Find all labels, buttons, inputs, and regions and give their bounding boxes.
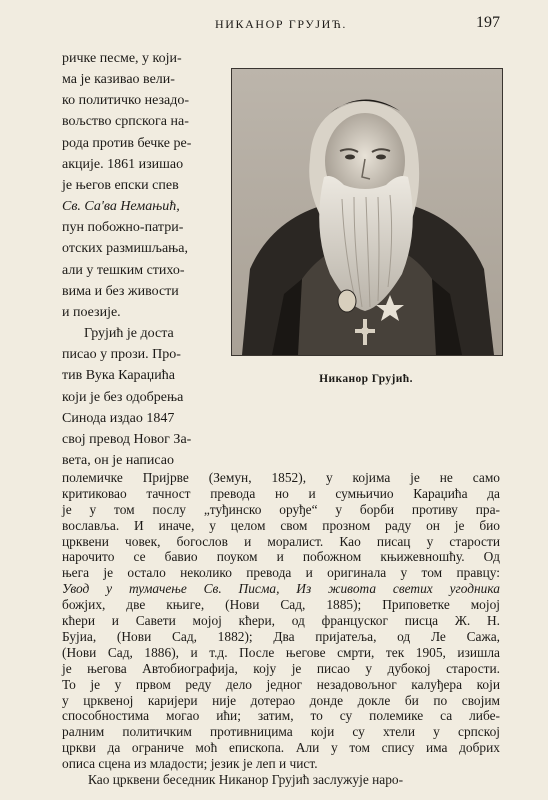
- body-line: али у тешким стихо-: [62, 263, 185, 278]
- body-line: Бујиа, (Нови Сад, 1882); Два пријатеља, од Ле Сажа,: [62, 629, 500, 644]
- portrait-illustration: [232, 69, 502, 355]
- body-line: је његова Автобиографија, коју је писао у дубокој старости.: [62, 661, 500, 676]
- body-line: вољство српскога на-: [62, 114, 189, 129]
- page-number: 197: [476, 14, 500, 31]
- body-line: црквени човек, богослов и моралист. Као писац у старости: [62, 534, 500, 549]
- body-line: који је без одобрења: [62, 390, 184, 405]
- portrait-engraving: [231, 68, 503, 356]
- body-line: пун побожно-патри-: [62, 220, 184, 235]
- body-line: Синода издао 1847: [62, 411, 175, 426]
- body-line: описа сцена из младости; језик је леп и чист.: [62, 756, 318, 771]
- body-line: ма је казивао вели-: [62, 72, 175, 87]
- body-line: полемичке Пријрве (Земун, 1852), у којима је не само: [62, 470, 500, 485]
- body-line: акције. 1861 изишао: [62, 157, 184, 172]
- body-line: критиковао тачност превода но и сумњичио Караџића да: [62, 486, 500, 501]
- body-line: способностима могао ићи; затим, то су полемике са либе-: [62, 708, 500, 723]
- body-line: кћери и Савети мојој кћери, од француског писца Ж. Н.: [62, 613, 500, 628]
- body-line: ричке песме, у који-: [62, 51, 182, 66]
- body-line: отских размишљања,: [62, 241, 189, 256]
- body-line: свој превод Новог За-: [62, 432, 192, 447]
- portrait-caption: Никанор Грујић.: [319, 373, 413, 385]
- body-line: Увод у тумачење Св. Писма, Из живота светих угодника: [62, 581, 500, 596]
- body-line: вета, он је написао: [62, 453, 174, 468]
- body-line: и поезије.: [62, 305, 121, 320]
- body-line: нарочито се бавио поуком и побожном књижевношћу. Од: [62, 549, 500, 564]
- body-line: вославља. И иначе, у целом свом прозном раду он је био: [62, 518, 500, 533]
- body-line: рода против бечке ре-: [62, 136, 192, 151]
- body-line: Св. Са'ва Немањић,: [62, 199, 180, 214]
- body-line: у црквеној каријери није дотерао донде докле би по својим: [62, 693, 500, 708]
- body-line: ко политичко незадо-: [62, 93, 190, 108]
- body-line: тив Вука Караџића: [62, 368, 175, 383]
- body-line: писао у прози. Про-: [62, 347, 181, 362]
- body-line: (Нови Сад, 1886), и т.д. После његове смрти, тек 1905, изишла: [62, 645, 500, 660]
- body-line: ралним политичким противницима који су хтели у српској: [62, 724, 500, 739]
- body-line: То је у првом реду дело једног незадовољног калуђера који: [62, 677, 500, 692]
- body-line: је његов епски спев: [62, 178, 179, 193]
- paragraph-start: Као црквени беседник Никанор Грујић заслужује наро-: [88, 772, 404, 787]
- body-line: је у том послу „туђинско оруђе“ у борби противу пра-: [62, 502, 500, 517]
- body-line: цркви да ограниче моћ епископа. Али у том спису има добрих: [62, 740, 500, 755]
- body-line: њега је остало неколико превода и оригинала у том правцу:: [62, 565, 500, 580]
- page-header: [62, 14, 500, 34]
- running-head: НИКАНОР ГРУЈИЋ.: [214, 17, 348, 31]
- paragraph-start: Грујић је доста: [84, 326, 174, 341]
- body-line: божјих, две књиге, (Нови Сад, 1885); Приповетке мојој: [62, 597, 500, 612]
- body-line: вима и без живости: [62, 284, 179, 299]
